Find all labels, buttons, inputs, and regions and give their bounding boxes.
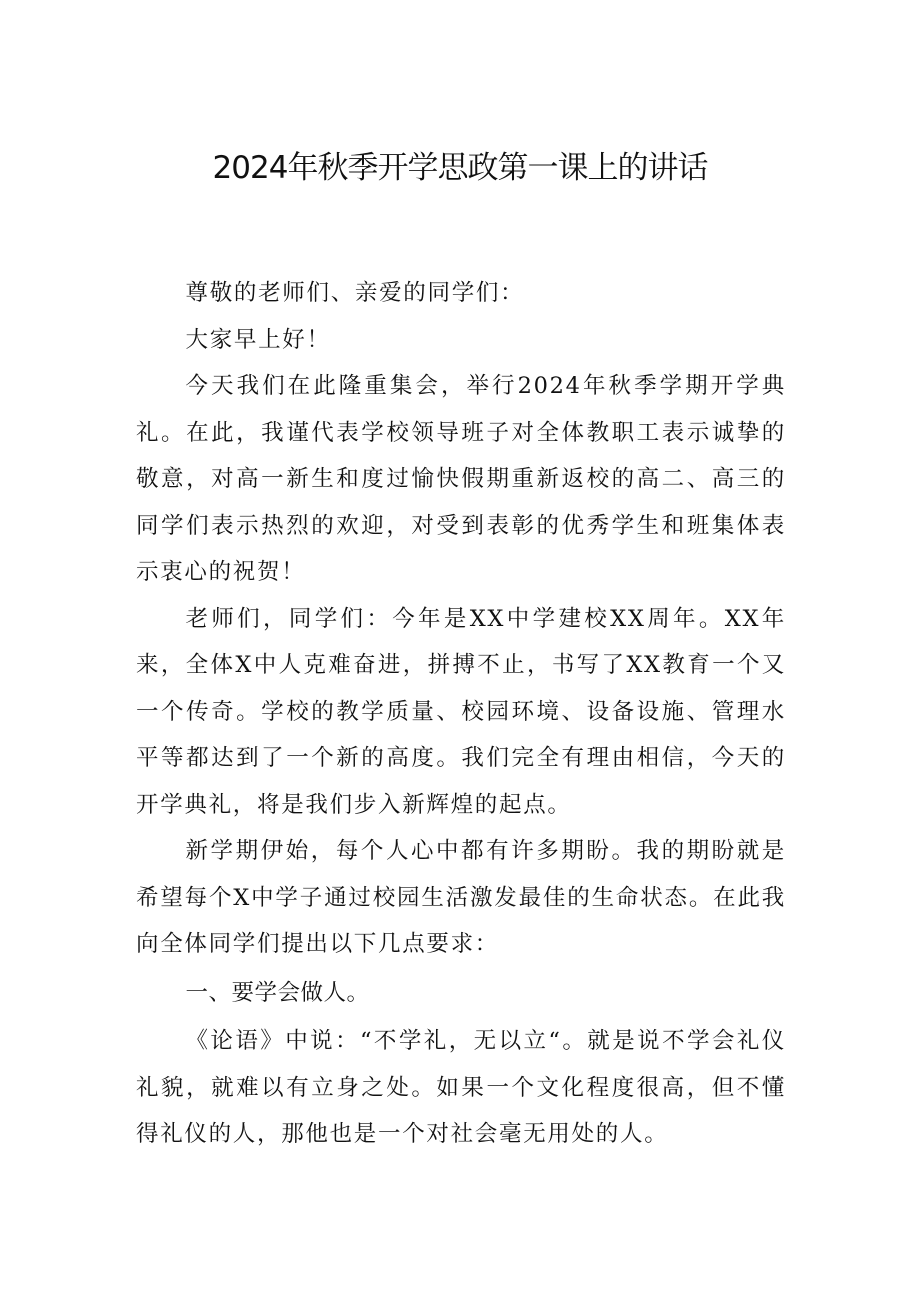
section-heading: 一、要学会做人。 <box>185 979 370 1006</box>
paragraph-opening: 今天我们在此隆重集会，举行2024年秋季学期开学典礼。在此，我谨代表学校领导班子对全体教职工表示诚挚的敬意，对高一新生和度过愉快假期重新返校的高二、高三的同学们表示热烈的欢迎，对受到表彰的优秀学生和班集体表示衷心的祝贺！ <box>136 373 786 585</box>
paragraph-expectations: 新学期伊始，每个人心中都有许多期盼。我的期盼就是希望每个X中学子通过校园生活激发最佳的生命状态。在此我向全体同学们提出以下几点要求： <box>136 838 786 957</box>
greeting-line: 尊敬的老师们、亲爱的同学们： <box>185 280 525 306</box>
salutation-line: 大家早上好！ <box>185 326 331 353</box>
document-title: 2024年秋季开学思政第一课上的讲话 <box>212 150 708 186</box>
paragraph-anniversary: 老师们，同学们：今年是XX中学建校XX周年。XX年来，全体X中人克难奋进，拼搏不止，书写了XX教育一个又一个传奇。学校的教学质量、校园环境、设备设施、管理水平等都达到了一个新的高度。我们完全有理由相信，今天的开学典礼，将是我们步入新辉煌的起点。 <box>136 605 786 818</box>
paragraph-lunyu: 《论语》中说：“不学礼，无以立“。就是说不学会礼仪礼貌，就难以有立身之处。如果一个文化程度很高，但不懂得礼仪的人，那他也是一个对社会毫无用处的人。 <box>136 1028 786 1147</box>
document-body <box>136 270 786 1158</box>
